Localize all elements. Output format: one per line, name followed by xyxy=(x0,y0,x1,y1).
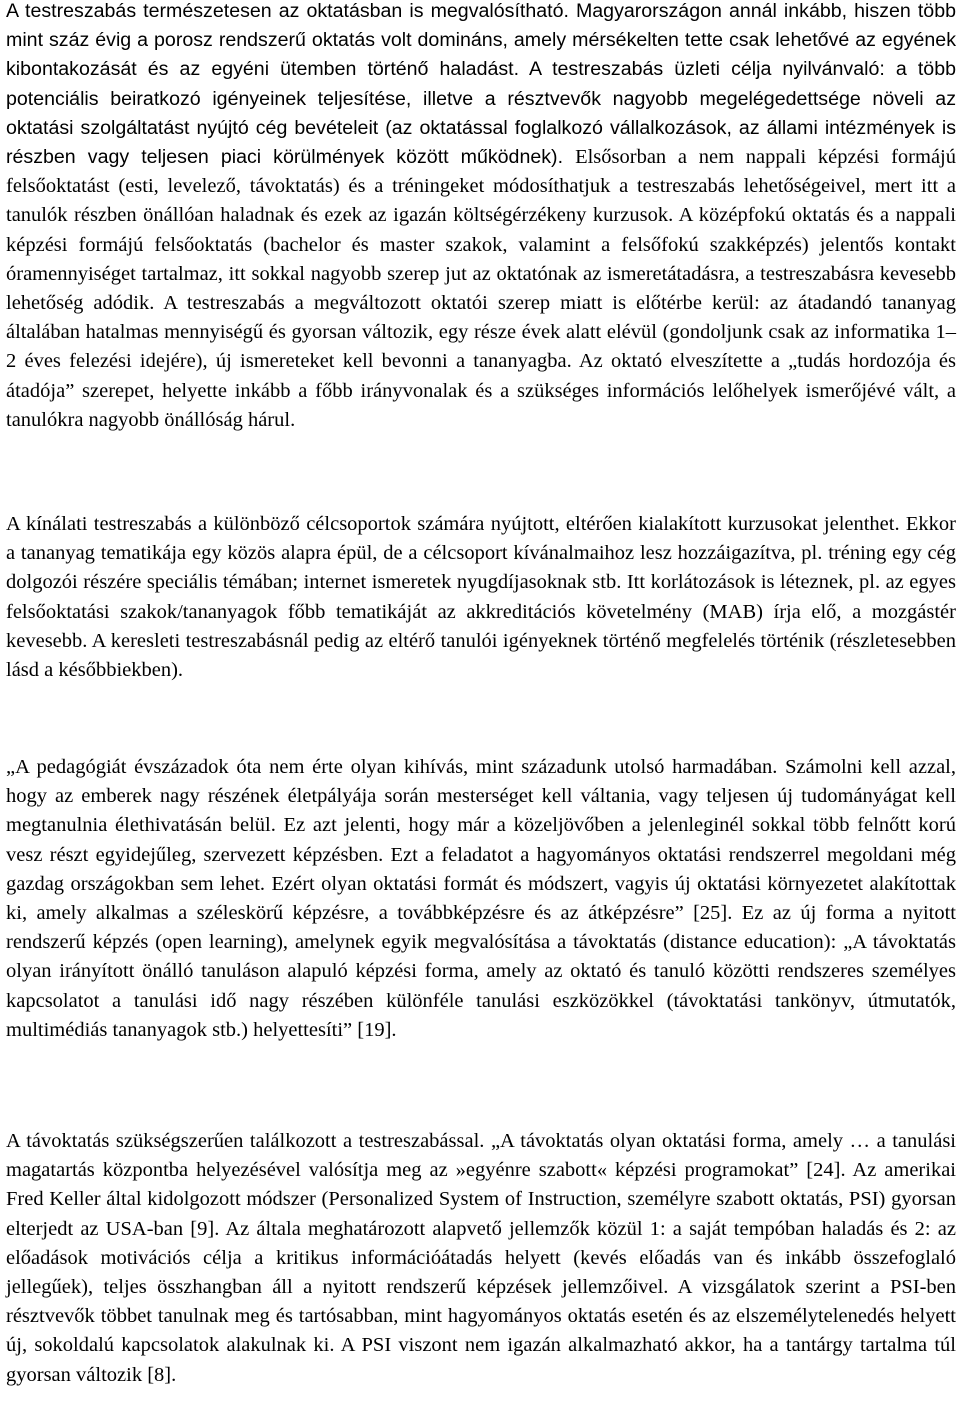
paragraph-customization-in-education xyxy=(6,0,956,435)
paragraph-text: A kínálati testreszabás a különböző célcsoportok számára nyújtott, eltérően kialakított kurzusokat jelenthet. Ekkor a tananyag tematikája egy közös alapra épül, de a célcsoport kívánalmaihoz lesz hozzáigazítva, pl. tréning egy cég dolgozói részére speciális témában; internet ismeretek nyugdíjasoknak stb. Itt korlátozások is léteznek, pl. az egyes felsőoktatási szakok/tananyagok főbb tematikáját az akkreditációs követelmény (MAB) írja elő, a mozgástér kevesebb. A keresleti testreszabásnál pedig az eltérő tanulói igényeknek történő megfelelés történik (részletesebben lásd a későbbiekben). xyxy=(6,513,956,682)
paragraph-distance-learning-psi xyxy=(6,1127,956,1390)
paragraph-pedagogy-quote xyxy=(6,753,956,1045)
paragraph-text: A távoktatás szükségszerűen találkozott a testreszabással. „A távoktatás olyan oktatási forma, amely … a tanulási magatartás központba helyezésével valósítja meg az »egyénre szabott« képzési programokat” [24]. Az amerikai Fred Keller által kidolgozott módszer (Personalized System of Instruction, személyre szabott oktatás, PSI) gyorsan elterjedt az USA-ban [9]. Az általa meghatározott alapvető jellemzők közül 1: a saját tempóban haladás és 2: az előadások motivációs célja a kritikus információátadás helyett (kevés előadás van és inkább összefoglaló jellegűek), teljes összhangban áll a nyitott rendszerű képzések jellemzőivel. A vizsgálatok szerint a PSI-ben résztvevők többet tanulnak meg és tartósabban, mint hagyományos oktatás esetén és az elszemélytelenedés helyett új, sokoldalú kapcsolatok alakulnak ki. A PSI viszont nem igazán alkalmazható akkor, ha a tantárgy tartalma túl gyorsan változik [8]. xyxy=(6,1130,956,1386)
paragraph-text-sans: A testreszabás természetesen az oktatásban is megvalósítható. Magyarországon annál inkább, hiszen több mint száz évig a porosz rendszerű oktatás volt domináns, amely mérsékelten tette csak lehetővé az egyének kibontakozását és az egyéni ütemben történő haladást. A testreszabás üzleti célja nyilvánvaló: a több potenciális beiratkozó igényeinek teljesítése, illetve a résztvevők nagyobb megelégedettsége növeli az oktatási szolgáltatást nyújtó cég bevételeit (az oktatással foglalkozó vállalkozások, az állami intézmények is részben vagy teljesen piaci körülmények között működnek). xyxy=(6,0,956,169)
paragraph-supply-side-customization xyxy=(6,510,956,685)
paragraph-text: „A pedagógiát évszázadok óta nem érte olyan kihívás, mint századunk utolsó harmadában. Számolni kell azzal, hogy az emberek nagy részének életpályája során mesterséget kell váltania, vagy teljesen új tudományágat kell megtanulnia élethivatásán belül. Ez azt jelenti, hogy már a közeljövőben a jelenleginél sokkal több felnőtt korú vesz részt egyidejűleg, szervezett képzésben. Ezt a feladatot a hagyományos oktatási rendszerrel megoldani még gazdag országokban sem lehet. Ezért olyan oktatási formát és módszert, vagyis új oktatási környezetet alakítottak ki, amely alkalmas a széleskörű képzésre, a továbbképzésre és az átképzésre” [25]. Ez az új forma a nyitott rendszerű képzés (open learning), amelynek egyik megvalósítása a távoktatás (distance education): „A távoktatás olyan irányított önálló tanuláson alapuló képzési forma, amely az oktató és tanuló közötti rendszeres személyes kapcsolatot a tanulási idő nagy részében különféle tanulási eszközökkel (távoktatási tankönyv, útmutatók, multimédiás tananyagok stb.) helyettesíti” [19]. xyxy=(6,756,956,1041)
paragraph-text-serif: Elsősorban a nem nappali képzési formájú felsőoktatást (esti, levelező, távoktatás) és a tréningeket módosíthatjuk a testreszabás lehetőségeivel, mert itt a tanulók részben önállóan haladnak és ezek az igazán költségérzékeny kurzusok. A középfokú oktatás és a nappali képzési formájú felsőoktatás (bachelor és master szakok, valamint a felsőfokú szakképzés) jelentős kontakt óramennyiséget tartalmaz, itt sokkal nagyobb szerep jut az oktatónak az ismeretátadásra, a testreszabásra kevesebb lehetőség adódik. A testreszabás a megváltozott oktatói szerep miatt is előtérbe kerül: az átadandó tananyag általában hatalmas mennyiségű és gyorsan változik, egy része évek alatt elévül (gondoljunk csak az informatika 1–2 éves felezési idejére), új ismereteket kell bevonni a tananyagba. Az oktató elveszítette a „tudás hordozója és átadója” szerepet, helyette inkább a főbb irányvonalak és a szükséges információs lelőhelyek ismerőjévé vált, a tanulókra nagyobb önállóság hárul. xyxy=(6,146,956,431)
